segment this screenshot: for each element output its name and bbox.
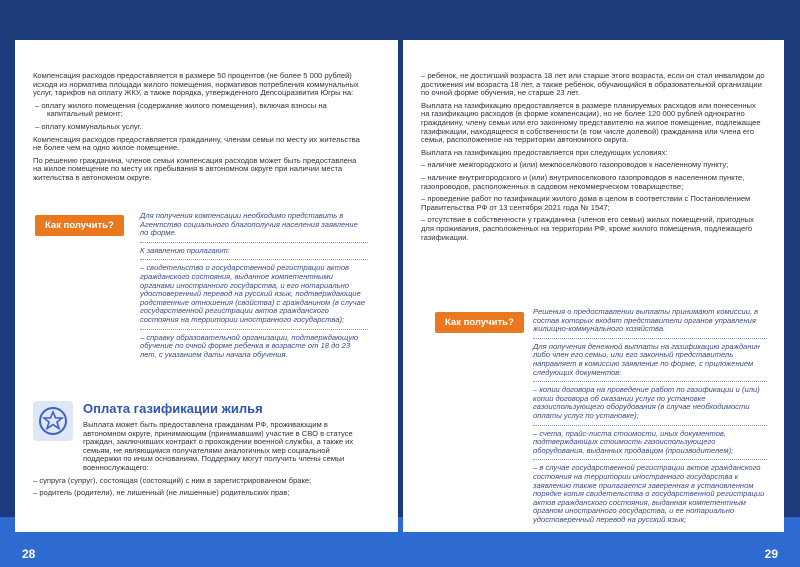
paragraph: – счета, прайс-листа стоимости, иных документов, подтверждающих стоимость газоиспользующего оборудования, выданных продавцом (производителем); — [533, 428, 734, 455]
list-item: – отсутствие в собственности у гражданина (членов его семьи) жилых помещений, пригодных для проживания, расположенных на территории РФ, кроме жилого помещения, подлежащего газификации. — [421, 215, 754, 242]
list-item: – оплату коммунальных услуг. — [35, 121, 142, 131]
paragraph: Для получения компенсации необходимо представить в Агентство социального благополучия населения заявление по форме. — [140, 211, 358, 238]
page-number-left: 28 — [22, 547, 36, 561]
list-item: – родитель (родители), не лишенный (не лишенные) родительских прав; — [33, 488, 290, 498]
left-section — [33, 421, 368, 502]
list-item: – проведение работ по газификации жилого дома в целом в соответствии с Постановлением Правительства РФ от 13 сентября 2021 года № 1547; — [421, 194, 751, 212]
paragraph: Компенсация расходов предоставляется в размере 50 процентов (не более 5 000 рублей) исходя из норматива площади жилого помещения, нормативов потребления коммунальных услуг, тарифов на оплату ЖКУ, а также порядка, утвержденного Депсоцразвития Югры на: — [33, 71, 359, 98]
list-item: – оплату жилого помещения (содержание жилого помещения), включая взносы на капитальный ремонт; — [35, 100, 327, 119]
paragraph: Выплата может быть предоставлена гражданам РФ, проживающим в автономном округе, принимающим (принимавшим) участие в СВО в статусе граждан, заключивших контракт о прохождении военной службы, а также их семьям, не являющимся получателями аналогичных мер социальной поддержки по иным основаниям. Поддержку могут получить члены семьи военнослужащего: — [83, 420, 354, 472]
right-intro — [421, 72, 766, 246]
how-to-get-badge: Как получить? — [435, 312, 524, 333]
divider — [140, 259, 368, 260]
paragraph: – свидетельство о государственной регистрации актов гражданского состояния, выданное компетентными органами иностранного государства, и его нотариально удостоверенный перевод на русский язык, подтверждающие родственные отношения (свойства) с гражданином (в случае государственной регистрации актов гражданского состояния на территории иностранного государства); — [140, 263, 366, 324]
right-how-block — [533, 308, 767, 528]
paragraph: По решению гражданина, членов семьи компенсация расходов может быть предоставлена на жилое помещение по месту их пребывания в автономном округе при наличии места жительства в автономном округе. — [33, 155, 357, 182]
section-title: Оплата газификации жилья — [83, 401, 263, 416]
divider — [533, 338, 767, 339]
page-left — [15, 40, 398, 532]
page-number-right: 29 — [764, 547, 778, 561]
paragraph: – в случае государственной регистрации актов гражданского состояния на территории иностранного государства к заявлению также прилагается заверенная в установленном порядке копия свидетельства о государственной регистрации актов гражданского состояния, выданная компетентным органом иностранного государства, и ее нотариально удостоверенный перевод на русский язык; — [533, 463, 765, 524]
list-item: – наличие межгородского и (или) межпоселкового газопроводов к населенному пункту; — [421, 160, 729, 170]
paragraph: Компенсация расходов предоставляется гражданину, членам семьи по месту их жительства не более чем на одно жилое помещение. — [33, 134, 360, 153]
paragraph: К заявлению прилагают: — [140, 245, 230, 255]
divider — [140, 329, 368, 330]
paragraph: Решения о предоставлении выплаты принимают комиссии, в состав которых входят представители органов управления жилищно-коммунального хозяйства. — [533, 307, 759, 334]
paragraph: – справку образовательной организации, подтверждающую обучение по очной форме ребенка в возрасте от 18 до 23 лет, с указанием даты начала обучения. — [140, 332, 358, 359]
list-item: – ребенок, не достигший возраста 18 лет или старше этого возраста, если он стал инвалидом до достижения им возраста 18 лет, а также ребенок, обучающийся в образовательной организации по очной форме обучения, не старше 23 лет. — [421, 71, 765, 98]
divider — [140, 242, 368, 243]
page-right — [403, 40, 784, 532]
how-to-get-badge: Как получить? — [35, 215, 124, 236]
divider — [533, 381, 767, 382]
paragraph: – копии договора на проведение работ по газификации и (или) копии договора об оказании услуг по установке газоиспользующего оборудования (в случае необходимости оплаты услуг по установке); — [533, 385, 760, 420]
paragraph: Выплата на газификацию предоставляется в размере планируемых расходов или понесенных на газификацию расходов (в форме компенсации), но не более 120 000 рублей однократно гражданину, члену семьи или его законному представителю на жилое помещение, подлежащее газификации, находящееся в собственности (в том числе долевой) гражданина или члена его семьи, расположенное на территории автономного округа. — [421, 100, 761, 145]
list-item: – наличие внутригородского и (или) внутрипоселкового газопроводов в населенном пункте, газопроводов, расположенных в садовом некоммерческом товариществе; — [421, 172, 745, 191]
divider — [533, 459, 767, 460]
left-intro — [33, 72, 363, 187]
divider — [533, 425, 767, 426]
left-how-block — [140, 212, 368, 363]
paragraph: Выплата на газификацию предоставляется при следующих условиях: — [421, 147, 668, 157]
list-item: – супруга (супруг), состоящая (состоящий) с ним в зарегистрированном браке; — [33, 475, 312, 485]
paragraph: Для получения денежной выплаты на газификацию гражданин либо член его семьи, или его законный представитель направляет в комиссию заявление по форме, с приложением следующих документов: — [533, 341, 760, 377]
